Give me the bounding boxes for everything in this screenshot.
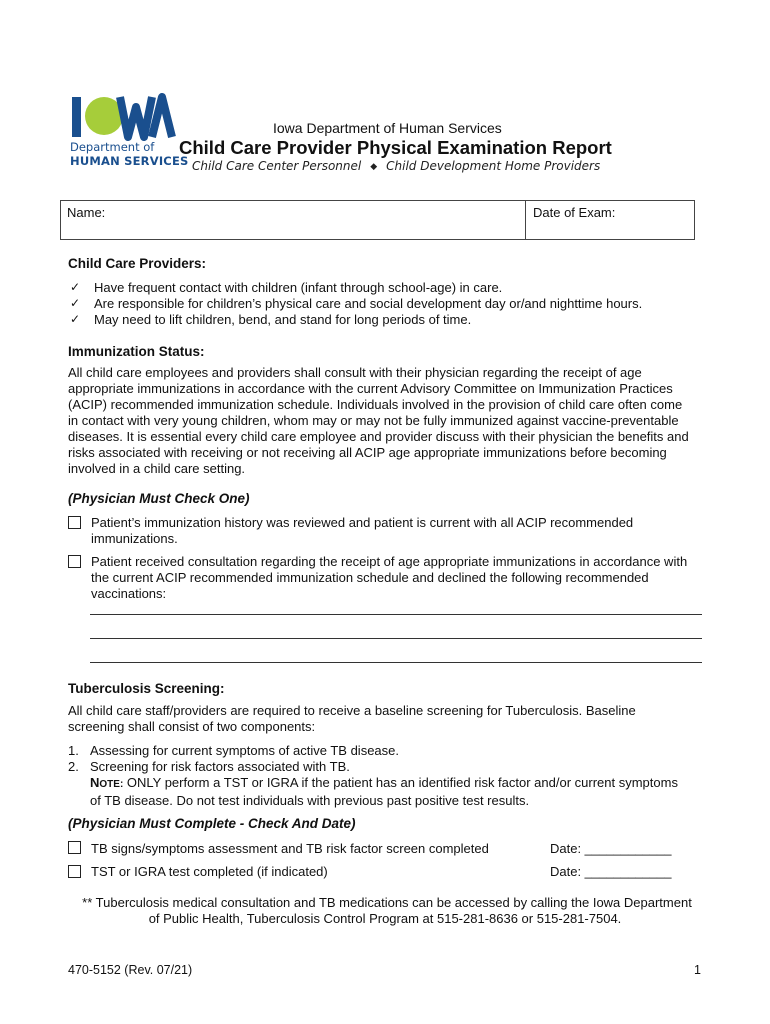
name-field[interactable]: Name: bbox=[67, 205, 106, 220]
subtitle-right: Child Development Home Providers bbox=[386, 159, 601, 173]
diamond-separator-icon: ◆ bbox=[370, 162, 378, 172]
list-item: ✓ May need to lift children, bend, and stand for long periods of time. bbox=[70, 312, 472, 327]
providers-heading: Child Care Providers: bbox=[68, 256, 207, 271]
immunization-heading: Immunization Status: bbox=[68, 344, 205, 359]
page-number: 1 bbox=[694, 963, 701, 977]
tb-check-heading: (Physician Must Complete - Check And Date) bbox=[68, 816, 356, 831]
list-item: ✓ Have frequent contact with children (infant through school-age) in care. bbox=[70, 280, 503, 295]
form-number: 470-5152 (Rev. 07/21) bbox=[68, 963, 193, 977]
tb-assessment-label: TB signs/symptoms assessment and TB risk factor screen completed bbox=[91, 841, 489, 856]
tb-assessment-checkbox[interactable] bbox=[68, 841, 81, 854]
immunization-declined-checkbox[interactable] bbox=[68, 555, 81, 568]
tb-test-label: TST or IGRA test completed (if indicated) bbox=[91, 864, 328, 879]
logo-department-text: Department of bbox=[70, 140, 155, 154]
date-of-exam-field[interactable]: Date of Exam: bbox=[533, 205, 616, 220]
page-subtitle bbox=[192, 159, 600, 173]
tb-consultation-note: ** Tuberculosis medical consultation and TB medications can be accessed by calling the Iowa Department of Public Health, Tuberculosis Control Program at 515-281-8636 or 515-281-7504. bbox=[82, 895, 692, 926]
immunization-current-label: Patient’s immunization history was reviewed and patient is current with all ACIP recommended immunizations. bbox=[91, 515, 634, 546]
agency-name: Iowa Department of Human Services bbox=[273, 120, 502, 136]
checkmark-icon: ✓ bbox=[70, 296, 81, 310]
declined-vaccines-line[interactable] bbox=[90, 662, 702, 663]
immunization-paragraph: All child care employees and providers shall consult with their physician regarding the receipt of age appropriate immunizations in accordance with the current Advisory Committee on Immunization Practices (ACIP) recommended immunization schedule. Individuals involved in the provision of child care often come in contact with very young children, whom may or may not be fully immunized against vaccine-preventable diseases. It is essential every child care employee and provider discuss with their physician the benefits and risks associated with receiving or not receiving all ACIP age appropriate immunizations before becoming involved in a child care setting. bbox=[68, 365, 689, 476]
checkmark-icon: ✓ bbox=[70, 280, 81, 294]
tb-test-date[interactable]: Date: ____________ bbox=[550, 864, 672, 879]
logo-human-services-text: HUMAN SERVICES bbox=[70, 154, 189, 168]
tb-test-checkbox[interactable] bbox=[68, 865, 81, 878]
tb-step-text: Assessing for current symptoms of active TB disease. bbox=[90, 743, 399, 758]
declined-vaccines-line[interactable] bbox=[90, 614, 702, 615]
subtitle-left: Child Care Center Personnel bbox=[192, 159, 362, 173]
tb-heading: Tuberculosis Screening: bbox=[68, 681, 225, 696]
tb-step-text: Screening for risk factors associated with TB. bbox=[90, 759, 350, 774]
tb-step: 2. bbox=[68, 759, 79, 774]
tb-note: NOTE: ONLY perform a TST or IGRA if the patient has an identified risk factor and/or current symptoms of TB disease. Do not test individuals with previous past positive test results. bbox=[90, 775, 678, 808]
immunization-current-checkbox[interactable] bbox=[68, 516, 81, 529]
list-item: ✓ Are responsible for children’s physical care and social development day or/and nighttime hours. bbox=[70, 296, 643, 311]
immunization-check-heading: (Physician Must Check One) bbox=[68, 491, 250, 506]
tb-step: 1. bbox=[68, 743, 79, 758]
page-title: Child Care Provider Physical Examination Report bbox=[179, 137, 612, 158]
tb-assessment-date[interactable]: Date: ____________ bbox=[550, 841, 672, 856]
declined-vaccines-line[interactable] bbox=[90, 638, 702, 639]
tb-intro: All child care staff/providers are required to receive a baseline screening for Tuberculosis. Baseline screening shall consist of two components: bbox=[68, 703, 636, 734]
checkmark-icon: ✓ bbox=[70, 312, 81, 326]
immunization-declined-label: Patient received consultation regarding the receipt of age appropriate immunizations in accordance with the current ACIP recommended immunization schedule and declined the following recommended vaccinations: bbox=[91, 554, 688, 601]
table-divider bbox=[525, 200, 526, 240]
